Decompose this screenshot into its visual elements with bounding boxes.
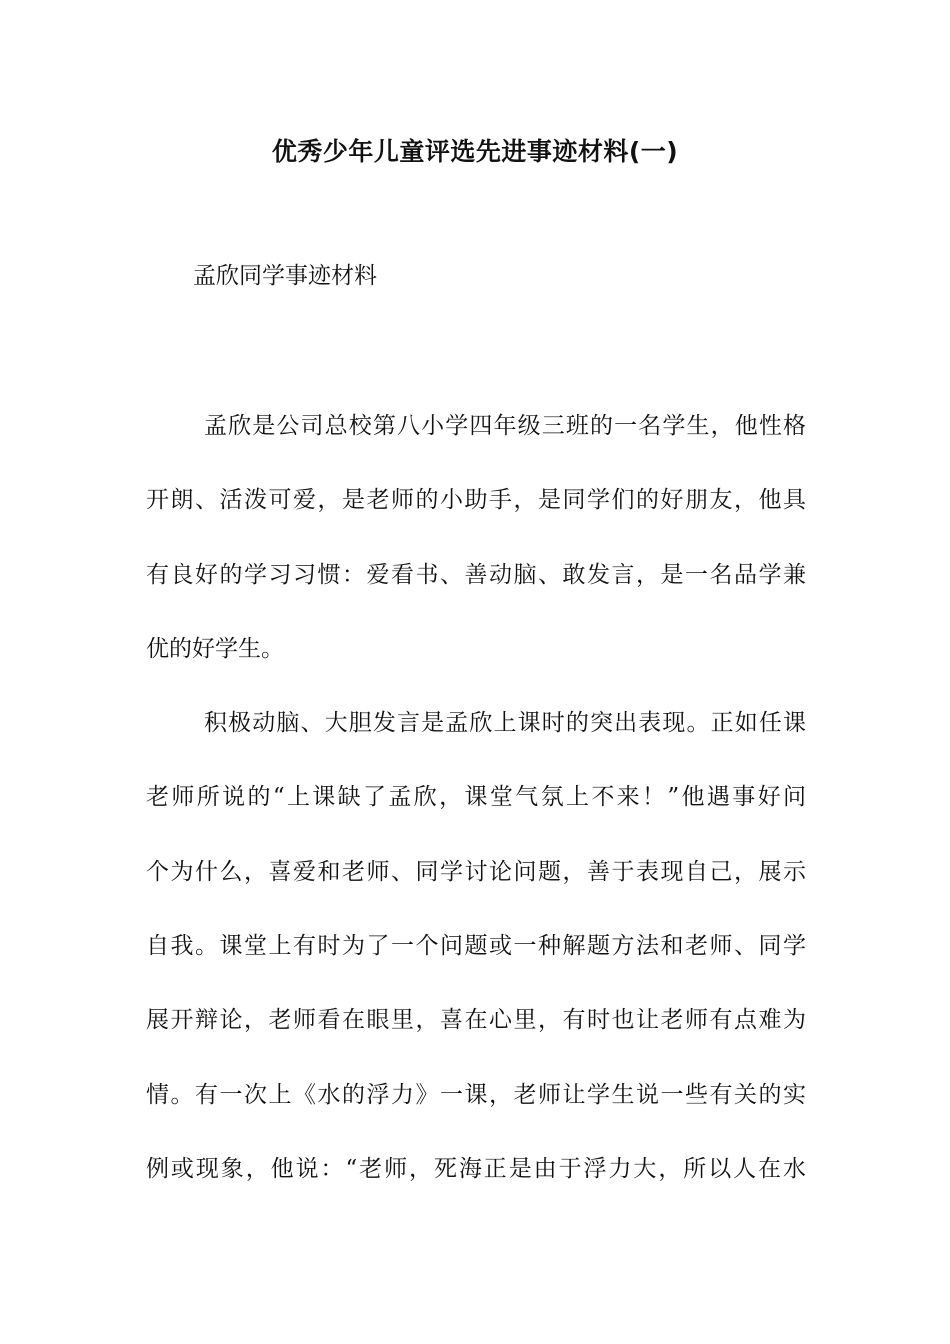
document-body — [146, 408, 806, 1225]
paragraph-line: 例或现象，他说：“老师，死海正是由于浮力大，所以人在水 — [146, 1155, 806, 1182]
paragraph-line: 个为什么，喜爱和老师、同学讨论问题，善于表现自己，展示 — [146, 858, 806, 885]
document-title: 优秀少年儿童评选先进事迹材料(一) — [271, 137, 679, 166]
paragraph-line: 老师所说的“上课缺了孟欣，课堂气氛上不来！”他遇事好问 — [146, 784, 806, 811]
paragraph-line: 有良好的学习习惯：爱看书、善动脑、敢发言，是一名品学兼 — [146, 561, 806, 588]
paragraph-line: 开朗、活泼可爱，是老师的小助手，是同学们的好朋友，他具 — [146, 487, 806, 514]
paragraph-line: 自我。课堂上有时为了一个问题或一种解题方法和老师、同学 — [146, 933, 806, 960]
paragraph-line: 展开辩论，老师看在眼里，喜在心里，有时也让老师有点难为 — [146, 1007, 806, 1034]
paragraph-line: 积极动脑、大胆发言是孟欣上课时的突出表现。正如任课 — [204, 710, 806, 737]
paragraph-line: 优的好学生。 — [146, 635, 284, 662]
document-subtitle: 孟欣同学事迹材料 — [193, 263, 377, 289]
paragraph-line: 情。有一次上《水的浮力》一课，老师让学生说一些有关的实 — [146, 1081, 806, 1108]
paragraph-line: 孟欣是公司总校第八小学四年级三班的一名学生，他性格 — [204, 413, 806, 439]
